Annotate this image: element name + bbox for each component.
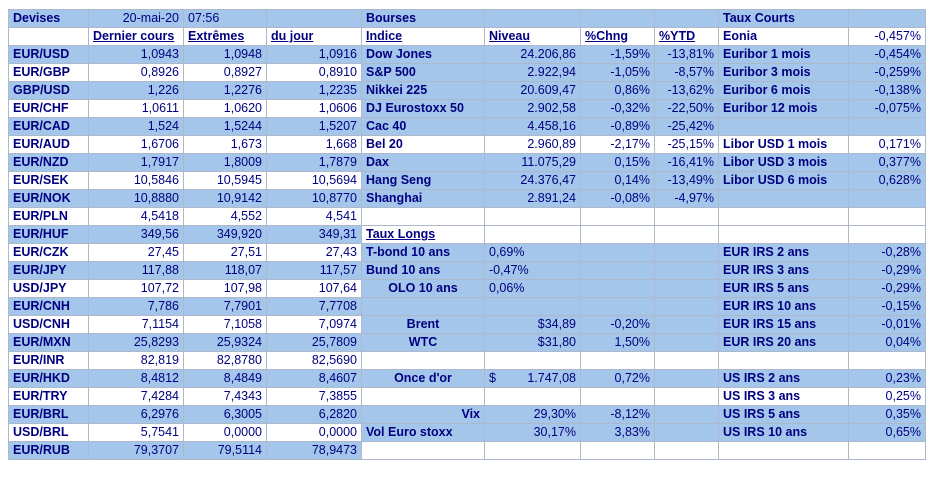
currency-pair: GBP/USD bbox=[9, 82, 89, 100]
currency-pair: EUR/CNH bbox=[9, 298, 89, 316]
empty-cell bbox=[849, 10, 926, 28]
index-level bbox=[485, 442, 581, 460]
extreme-high: 1,0948 bbox=[184, 46, 267, 64]
market-data-table bbox=[8, 9, 926, 460]
extremes-header: Extrêmes bbox=[184, 28, 267, 46]
currency-symbol: $ bbox=[489, 371, 496, 385]
header-row bbox=[9, 10, 926, 28]
table-row bbox=[9, 244, 926, 262]
index-name: Bund 10 ans bbox=[362, 262, 485, 280]
table-row bbox=[9, 334, 926, 352]
rate-value: 0,23% bbox=[849, 370, 926, 388]
daily-value: 82,5690 bbox=[267, 352, 362, 370]
extreme-high: 82,8780 bbox=[184, 352, 267, 370]
index-name: WTC bbox=[362, 334, 485, 352]
index-change: -2,17% bbox=[581, 136, 655, 154]
index-change bbox=[581, 262, 655, 280]
index-ytd: -4,97% bbox=[655, 190, 719, 208]
last-price: 5,7541 bbox=[89, 424, 184, 442]
last-price: 1,7917 bbox=[89, 154, 184, 172]
index-level: -0,47% bbox=[485, 262, 581, 280]
rate-name: EUR IRS 15 ans bbox=[719, 316, 849, 334]
rate-name: Euribor 6 mois bbox=[719, 82, 849, 100]
index-ytd bbox=[655, 262, 719, 280]
empty-cell bbox=[655, 10, 719, 28]
index-change bbox=[581, 208, 655, 226]
rate-name: US IRS 5 ans bbox=[719, 406, 849, 424]
currency-pair: USD/JPY bbox=[9, 280, 89, 298]
last-price: 4,5418 bbox=[89, 208, 184, 226]
currency-pair: EUR/TRY bbox=[9, 388, 89, 406]
index-change: -0,08% bbox=[581, 190, 655, 208]
index-level: 24.376,47 bbox=[485, 172, 581, 190]
index-level bbox=[485, 370, 581, 388]
rate-name: Libor USD 1 mois bbox=[719, 136, 849, 154]
index-name: Vix bbox=[362, 406, 485, 424]
table-row bbox=[9, 298, 926, 316]
rate-value: -0,259% bbox=[849, 64, 926, 82]
table-row bbox=[9, 190, 926, 208]
index-level bbox=[485, 388, 581, 406]
index-level: 2.902,58 bbox=[485, 100, 581, 118]
rate-name: EUR IRS 10 ans bbox=[719, 298, 849, 316]
daily-value: 7,0974 bbox=[267, 316, 362, 334]
daily-value: 27,43 bbox=[267, 244, 362, 262]
index-name: Brent bbox=[362, 316, 485, 334]
chng-header: %Chng bbox=[581, 28, 655, 46]
index-ytd: -13,49% bbox=[655, 172, 719, 190]
daily-value: 10,8770 bbox=[267, 190, 362, 208]
last-price: 10,8880 bbox=[89, 190, 184, 208]
last-price: 7,1154 bbox=[89, 316, 184, 334]
index-change: 1,50% bbox=[581, 334, 655, 352]
index-name: Nikkei 225 bbox=[362, 82, 485, 100]
index-change: 3,83% bbox=[581, 424, 655, 442]
ytd-header: %YTD bbox=[655, 28, 719, 46]
index-change bbox=[581, 280, 655, 298]
rate-name: EUR IRS 20 ans bbox=[719, 334, 849, 352]
last-price: 82,819 bbox=[89, 352, 184, 370]
extreme-high: 7,1058 bbox=[184, 316, 267, 334]
rate-value: -0,29% bbox=[849, 280, 926, 298]
index-change: 0,72% bbox=[581, 370, 655, 388]
daily-value: 78,9473 bbox=[267, 442, 362, 460]
daily-value: 4,541 bbox=[267, 208, 362, 226]
index-level bbox=[485, 208, 581, 226]
index-ytd bbox=[655, 334, 719, 352]
table-row bbox=[9, 280, 926, 298]
currency-pair: EUR/NOK bbox=[9, 190, 89, 208]
time-cell: 07:56 bbox=[184, 10, 267, 28]
eonia-label: Eonia bbox=[719, 28, 849, 46]
rate-value: -0,138% bbox=[849, 82, 926, 100]
rate-value: 0,04% bbox=[849, 334, 926, 352]
index-ytd bbox=[655, 406, 719, 424]
extreme-high: 6,3005 bbox=[184, 406, 267, 424]
index-name: T-bond 10 ans bbox=[362, 244, 485, 262]
index-ytd bbox=[655, 208, 719, 226]
index-change: -8,12% bbox=[581, 406, 655, 424]
index-ytd: -25,42% bbox=[655, 118, 719, 136]
daily-value: 1,0606 bbox=[267, 100, 362, 118]
rate-value: -0,15% bbox=[849, 298, 926, 316]
empty-cell bbox=[581, 10, 655, 28]
daily-value: 0,0000 bbox=[267, 424, 362, 442]
last-price: 349,56 bbox=[89, 226, 184, 244]
extreme-high: 1,2276 bbox=[184, 82, 267, 100]
last-price: 79,3707 bbox=[89, 442, 184, 460]
index-level bbox=[485, 298, 581, 316]
rate-name: Euribor 12 mois bbox=[719, 100, 849, 118]
table-row bbox=[9, 118, 926, 136]
index-level: 24.206,86 bbox=[485, 46, 581, 64]
rate-value bbox=[849, 442, 926, 460]
rate-value: -0,29% bbox=[849, 262, 926, 280]
rate-value bbox=[849, 226, 926, 244]
rate-value bbox=[849, 190, 926, 208]
date-cell: 20-mai-20 bbox=[89, 10, 184, 28]
extreme-high: 7,7901 bbox=[184, 298, 267, 316]
rate-name bbox=[719, 190, 849, 208]
index-ytd bbox=[655, 370, 719, 388]
rate-name: Euribor 1 mois bbox=[719, 46, 849, 64]
daily-value: 1,5207 bbox=[267, 118, 362, 136]
rate-value bbox=[849, 118, 926, 136]
index-change bbox=[581, 442, 655, 460]
index-name: Dow Jones bbox=[362, 46, 485, 64]
dernier-cours-header: Dernier cours bbox=[89, 28, 184, 46]
index-name bbox=[362, 442, 485, 460]
rate-value: 0,377% bbox=[849, 154, 926, 172]
index-ytd bbox=[655, 352, 719, 370]
index-ytd: -16,41% bbox=[655, 154, 719, 172]
table-row bbox=[9, 82, 926, 100]
index-change: -0,32% bbox=[581, 100, 655, 118]
rate-name bbox=[719, 226, 849, 244]
index-level: 30,17% bbox=[485, 424, 581, 442]
daily-value: 1,0916 bbox=[267, 46, 362, 64]
rate-name bbox=[719, 118, 849, 136]
currency-pair: EUR/GBP bbox=[9, 64, 89, 82]
rate-value: 0,171% bbox=[849, 136, 926, 154]
last-price: 27,45 bbox=[89, 244, 184, 262]
table-row bbox=[9, 352, 926, 370]
extreme-high: 25,9324 bbox=[184, 334, 267, 352]
index-change bbox=[581, 388, 655, 406]
rate-name bbox=[719, 352, 849, 370]
daily-value: 1,7879 bbox=[267, 154, 362, 172]
index-ytd bbox=[655, 424, 719, 442]
index-name bbox=[362, 352, 485, 370]
last-price: 0,8926 bbox=[89, 64, 184, 82]
last-price: 10,5846 bbox=[89, 172, 184, 190]
rate-value: 0,25% bbox=[849, 388, 926, 406]
rate-name bbox=[719, 208, 849, 226]
daily-value: 7,3855 bbox=[267, 388, 362, 406]
currency-pair: EUR/AUD bbox=[9, 136, 89, 154]
empty-cell bbox=[485, 10, 581, 28]
empty-cell bbox=[267, 10, 362, 28]
index-level: 29,30% bbox=[485, 406, 581, 424]
last-price: 8,4812 bbox=[89, 370, 184, 388]
last-price: 7,786 bbox=[89, 298, 184, 316]
table-row bbox=[9, 370, 926, 388]
table-row bbox=[9, 424, 926, 442]
last-price: 1,0611 bbox=[89, 100, 184, 118]
index-name bbox=[362, 388, 485, 406]
daily-value: 349,31 bbox=[267, 226, 362, 244]
index-ytd: -13,62% bbox=[655, 82, 719, 100]
index-change: 0,14% bbox=[581, 172, 655, 190]
table-row bbox=[9, 406, 926, 424]
extreme-high: 4,552 bbox=[184, 208, 267, 226]
index-ytd bbox=[655, 280, 719, 298]
empty-cell bbox=[9, 28, 89, 46]
rate-name: EUR IRS 5 ans bbox=[719, 280, 849, 298]
last-price: 1,226 bbox=[89, 82, 184, 100]
index-ytd: -13,81% bbox=[655, 46, 719, 64]
table-row bbox=[9, 172, 926, 190]
last-price: 117,88 bbox=[89, 262, 184, 280]
currency-pair: EUR/SEK bbox=[9, 172, 89, 190]
extreme-high: 10,5945 bbox=[184, 172, 267, 190]
extreme-high: 1,0620 bbox=[184, 100, 267, 118]
last-price: 1,0943 bbox=[89, 46, 184, 64]
niveau-header: Niveau bbox=[485, 28, 581, 46]
extreme-high: 7,4343 bbox=[184, 388, 267, 406]
index-level bbox=[485, 226, 581, 244]
currency-pair: USD/CNH bbox=[9, 316, 89, 334]
daily-value: 25,7809 bbox=[267, 334, 362, 352]
du-jour-header: du jour bbox=[267, 28, 362, 46]
index-change: 0,86% bbox=[581, 82, 655, 100]
last-price: 107,72 bbox=[89, 280, 184, 298]
last-price: 25,8293 bbox=[89, 334, 184, 352]
daily-value: 7,7708 bbox=[267, 298, 362, 316]
daily-value: 1,668 bbox=[267, 136, 362, 154]
index-change bbox=[581, 298, 655, 316]
rate-name: EUR IRS 2 ans bbox=[719, 244, 849, 262]
index-ytd bbox=[655, 244, 719, 262]
index-level: 20.609,47 bbox=[485, 82, 581, 100]
daily-value: 0,8910 bbox=[267, 64, 362, 82]
table-row bbox=[9, 316, 926, 334]
rate-name: Libor USD 3 mois bbox=[719, 154, 849, 172]
index-level: 11.075,29 bbox=[485, 154, 581, 172]
eonia-value: -0,457% bbox=[849, 28, 926, 46]
index-level: 2.960,89 bbox=[485, 136, 581, 154]
rate-name: Euribor 3 mois bbox=[719, 64, 849, 82]
gold-price: 1.747,08 bbox=[527, 371, 576, 385]
extreme-high: 118,07 bbox=[184, 262, 267, 280]
index-name: Bel 20 bbox=[362, 136, 485, 154]
rate-name: US IRS 3 ans bbox=[719, 388, 849, 406]
index-change bbox=[581, 226, 655, 244]
currency-pair: EUR/PLN bbox=[9, 208, 89, 226]
index-level: 2.891,24 bbox=[485, 190, 581, 208]
daily-value: 107,64 bbox=[267, 280, 362, 298]
table-row bbox=[9, 136, 926, 154]
extreme-high: 107,98 bbox=[184, 280, 267, 298]
rate-name: Libor USD 6 mois bbox=[719, 172, 849, 190]
index-name: OLO 10 ans bbox=[362, 280, 485, 298]
table-row bbox=[9, 442, 926, 460]
index-level: 0,69% bbox=[485, 244, 581, 262]
table-row bbox=[9, 262, 926, 280]
index-level: $31,80 bbox=[485, 334, 581, 352]
currency-pair: EUR/RUB bbox=[9, 442, 89, 460]
extreme-high: 1,5244 bbox=[184, 118, 267, 136]
currency-pair: EUR/JPY bbox=[9, 262, 89, 280]
index-name: Taux Longs bbox=[362, 226, 485, 244]
extreme-high: 79,5114 bbox=[184, 442, 267, 460]
currency-pair: EUR/USD bbox=[9, 46, 89, 64]
last-price: 1,524 bbox=[89, 118, 184, 136]
currency-pair: EUR/HUF bbox=[9, 226, 89, 244]
index-ytd bbox=[655, 442, 719, 460]
extreme-high: 0,0000 bbox=[184, 424, 267, 442]
index-change: -1,59% bbox=[581, 46, 655, 64]
table-row bbox=[9, 100, 926, 118]
daily-value: 1,2235 bbox=[267, 82, 362, 100]
index-change: 0,15% bbox=[581, 154, 655, 172]
index-name: Dax bbox=[362, 154, 485, 172]
index-level bbox=[485, 352, 581, 370]
index-name: Once d'or bbox=[362, 370, 485, 388]
extreme-high: 1,673 bbox=[184, 136, 267, 154]
currency-pair: EUR/HKD bbox=[9, 370, 89, 388]
table-row bbox=[9, 226, 926, 244]
index-ytd: -25,15% bbox=[655, 136, 719, 154]
index-change: -0,89% bbox=[581, 118, 655, 136]
rate-value bbox=[849, 208, 926, 226]
index-ytd bbox=[655, 316, 719, 334]
extreme-high: 27,51 bbox=[184, 244, 267, 262]
rate-value: -0,01% bbox=[849, 316, 926, 334]
index-level: 0,06% bbox=[485, 280, 581, 298]
index-name: S&P 500 bbox=[362, 64, 485, 82]
currency-pair: EUR/CZK bbox=[9, 244, 89, 262]
index-ytd bbox=[655, 298, 719, 316]
extreme-high: 349,920 bbox=[184, 226, 267, 244]
index-ytd: -22,50% bbox=[655, 100, 719, 118]
currency-pair: EUR/NZD bbox=[9, 154, 89, 172]
table-row bbox=[9, 46, 926, 64]
index-ytd bbox=[655, 388, 719, 406]
currency-pair: EUR/INR bbox=[9, 352, 89, 370]
extreme-high: 1,8009 bbox=[184, 154, 267, 172]
index-change: -1,05% bbox=[581, 64, 655, 82]
extreme-high: 0,8927 bbox=[184, 64, 267, 82]
table-row bbox=[9, 64, 926, 82]
index-name bbox=[362, 298, 485, 316]
devises-header: Devises bbox=[9, 10, 89, 28]
rate-value: -0,075% bbox=[849, 100, 926, 118]
last-price: 6,2976 bbox=[89, 406, 184, 424]
index-level: 4.458,16 bbox=[485, 118, 581, 136]
index-change bbox=[581, 244, 655, 262]
rate-value: -0,28% bbox=[849, 244, 926, 262]
currency-pair: EUR/BRL bbox=[9, 406, 89, 424]
bourses-header: Bourses bbox=[362, 10, 485, 28]
last-price: 7,4284 bbox=[89, 388, 184, 406]
rate-value: -0,454% bbox=[849, 46, 926, 64]
rate-name: US IRS 10 ans bbox=[719, 424, 849, 442]
index-ytd bbox=[655, 226, 719, 244]
daily-value: 8,4607 bbox=[267, 370, 362, 388]
rate-name bbox=[719, 442, 849, 460]
index-change: -0,20% bbox=[581, 316, 655, 334]
daily-value: 6,2820 bbox=[267, 406, 362, 424]
subheader-row bbox=[9, 28, 926, 46]
extreme-high: 8,4849 bbox=[184, 370, 267, 388]
index-level: 2.922,94 bbox=[485, 64, 581, 82]
table-row bbox=[9, 154, 926, 172]
currency-pair: EUR/CAD bbox=[9, 118, 89, 136]
rate-value: 0,65% bbox=[849, 424, 926, 442]
index-name: Cac 40 bbox=[362, 118, 485, 136]
index-ytd: -8,57% bbox=[655, 64, 719, 82]
index-name bbox=[362, 208, 485, 226]
rate-value bbox=[849, 352, 926, 370]
index-name: Vol Euro stoxx bbox=[362, 424, 485, 442]
rate-name: US IRS 2 ans bbox=[719, 370, 849, 388]
index-name: Shanghai bbox=[362, 190, 485, 208]
rate-name: EUR IRS 3 ans bbox=[719, 262, 849, 280]
index-name: Hang Seng bbox=[362, 172, 485, 190]
rate-value: 0,628% bbox=[849, 172, 926, 190]
daily-value: 117,57 bbox=[267, 262, 362, 280]
rate-value: 0,35% bbox=[849, 406, 926, 424]
currency-pair: USD/BRL bbox=[9, 424, 89, 442]
index-level: $34,89 bbox=[485, 316, 581, 334]
table-row bbox=[9, 388, 926, 406]
daily-value: 10,5694 bbox=[267, 172, 362, 190]
currency-pair: EUR/CHF bbox=[9, 100, 89, 118]
last-price: 1,6706 bbox=[89, 136, 184, 154]
currency-pair: EUR/MXN bbox=[9, 334, 89, 352]
indice-header: Indice bbox=[362, 28, 485, 46]
index-name: DJ Eurostoxx 50 bbox=[362, 100, 485, 118]
extreme-high: 10,9142 bbox=[184, 190, 267, 208]
table-row bbox=[9, 208, 926, 226]
index-change bbox=[581, 352, 655, 370]
taux-courts-header: Taux Courts bbox=[719, 10, 849, 28]
